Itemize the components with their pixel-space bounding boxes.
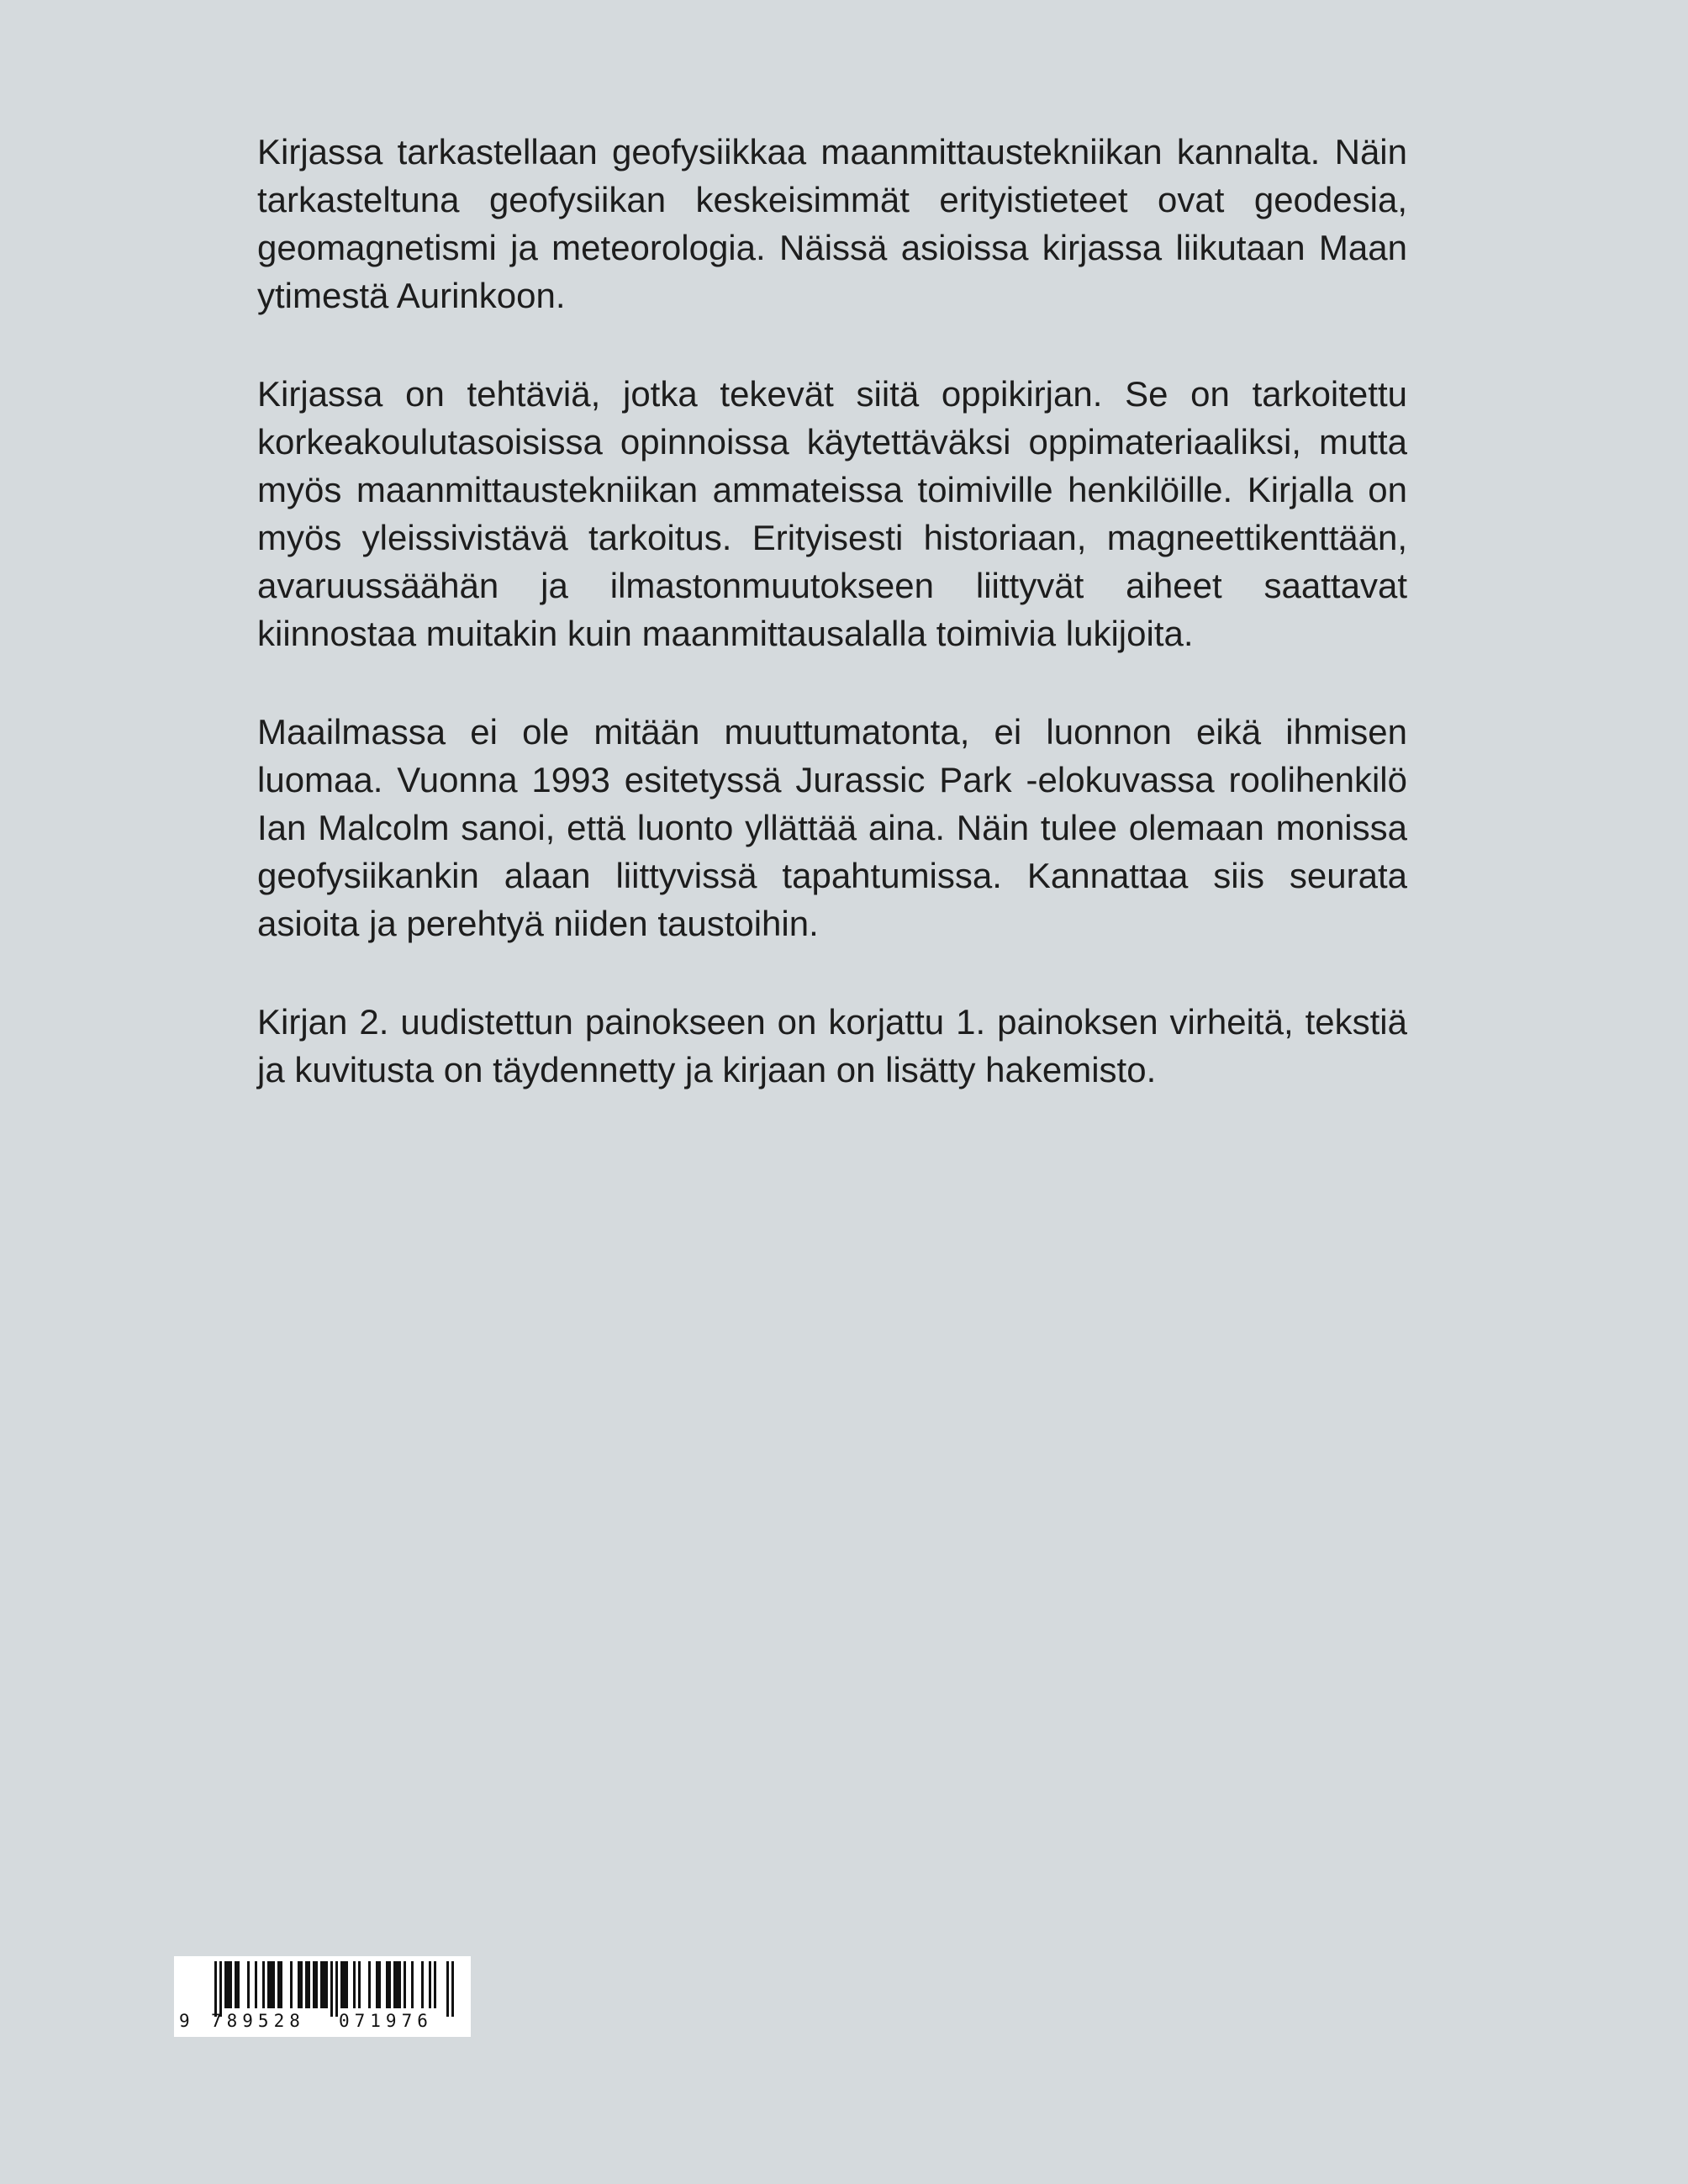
barcode-bar <box>308 1961 310 2008</box>
barcode-bar <box>323 1961 325 2008</box>
barcode-bar <box>247 1961 250 2008</box>
barcode-bar <box>315 1961 318 2008</box>
barcode-bar <box>388 1961 391 2008</box>
barcode-bar <box>404 1961 406 2008</box>
barcode-bar <box>429 1961 431 2008</box>
barcode-bar <box>340 1961 343 2008</box>
barcode-bar <box>346 1961 348 2008</box>
barcode-bar <box>280 1961 282 2008</box>
barcode-bar <box>224 1961 227 2008</box>
barcode-bar <box>368 1961 371 2008</box>
barcode-digits-right: 071976 <box>339 2011 433 2031</box>
barcode-bar <box>262 1961 265 2008</box>
blurb-paragraph-2: Kirjassa on tehtäviä, jotka tekevät siitä oppikirjan. Se on tarkoitettu korkeakoulutasoisissa opinnoissa käytettäväksi oppimateriaaliksi, mutta myös maanmittaustekniikan ammateissa toimiville henkilöille. Kirjalla on myös yleissivistävä tarkoitus. Erityisesti historiaan, magneettikenttään, avaruussäähän ja ilmastonmuutokseen liittyvät aiheet saattavat kiinnostaa muitakin kuin maanmittausalalla toimivia lukijoita. <box>257 374 1407 653</box>
barcode-bar <box>393 1961 396 2008</box>
barcode-bar <box>277 1961 280 2008</box>
blurb-paragraph-4: Kirjan 2. uudistettun painokseen on korjattu 1. painoksen virheitä, tekstiä ja kuvitusta on täydennetty ja kirjaan on lisätty hakemisto. <box>257 1002 1407 1089</box>
barcode-digits-left: 789528 <box>211 2011 305 2031</box>
barcode-bar <box>320 1961 323 2008</box>
barcode-bar <box>313 1961 315 2008</box>
barcode-bar <box>411 1961 414 2008</box>
blurb-paragraph-1: Kirjassa tarkastellaan geofysiikkaa maanmittaustekniikan kannalta. Näin tarkasteltuna geofysiikan keskeisimmät erityistieteet ovat geodesia, geomagnetismi ja meteorologia. Näissä asioissa kirjassa liikutaan Maan ytimestä Aurinkoon. <box>257 132 1407 315</box>
barcode-bar <box>358 1961 361 2008</box>
barcode-bar <box>235 1961 237 2008</box>
barcode-digits <box>174 2008 471 2034</box>
barcode-bar <box>290 1961 293 2008</box>
barcode-bar <box>398 1961 401 2008</box>
blurb-text <box>257 128 1407 1144</box>
barcode-bar <box>325 1961 328 2008</box>
barcode-bar <box>421 1961 424 2008</box>
barcode-bar <box>386 1961 388 2008</box>
barcode-bar <box>229 1961 232 2008</box>
barcode-bar <box>237 1961 240 2008</box>
barcode-bar <box>353 1961 356 2008</box>
barcode-bar <box>378 1961 381 2008</box>
barcode-bar <box>255 1961 257 2008</box>
isbn-barcode <box>174 1956 471 2037</box>
barcode-bar <box>272 1961 275 2008</box>
barcode-bar <box>300 1961 303 2008</box>
barcode-bar <box>305 1961 308 2008</box>
barcode-bar <box>376 1961 378 2008</box>
barcode-bar <box>396 1961 398 2008</box>
barcode-bar <box>267 1961 270 2008</box>
barcode-bar <box>227 1961 229 2008</box>
barcode-bar <box>343 1961 346 2008</box>
barcode-digit-first: 9 <box>179 2011 190 2031</box>
barcode-bar <box>298 1961 300 2008</box>
blurb-paragraph-3: Maailmassa ei ole mitään muuttumatonta, ei luonnon eikä ihmisen luomaa. Vuonna 1993 esitetyssä Jurassic Park -elokuvassa roolihenkilö Ian Malcolm sanoi, että luonto yllättää aina. Näin tulee olemaan monissa geofysiikankin alaan liittyvissä tapahtumissa. Kannattaa siis seurata asioita ja perehtyä niiden taustoihin. <box>257 712 1407 943</box>
barcode-bar <box>270 1961 272 2008</box>
barcode-bar <box>434 1961 436 2008</box>
